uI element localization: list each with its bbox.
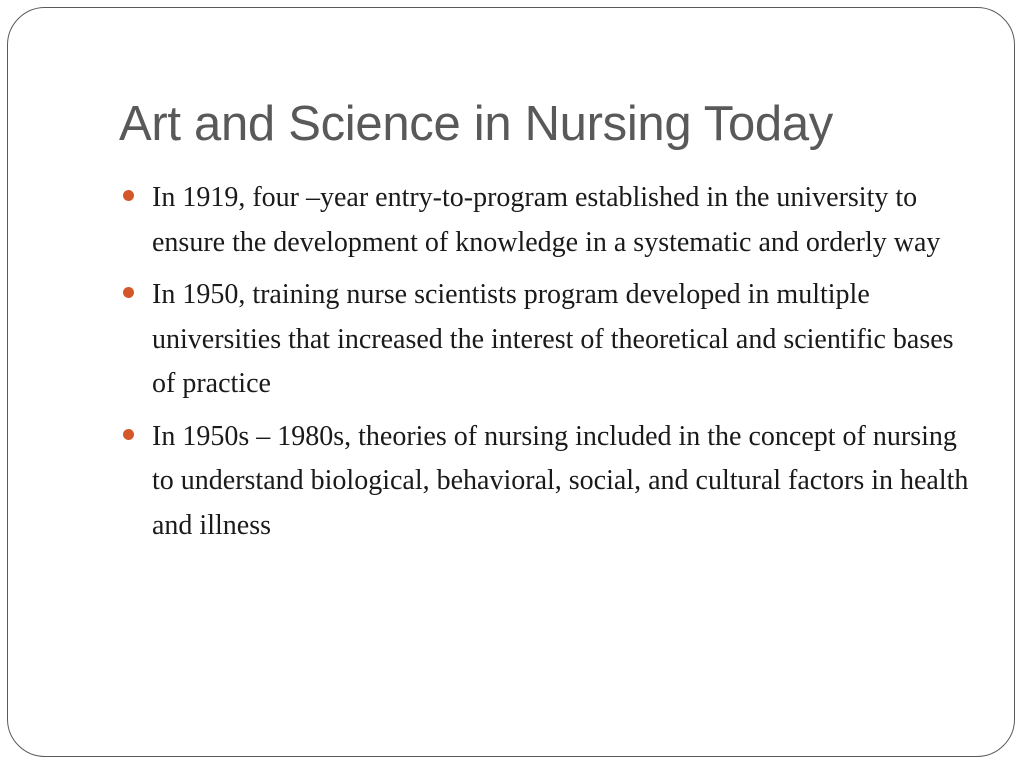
bullet-item — [121, 273, 981, 407]
slide-frame — [7, 7, 1015, 757]
bullet-list — [121, 176, 981, 556]
bullet-text: In 1919, four –year entry-to-program established in the university to ensure the development of knowledge in a systematic and orderly way — [152, 182, 941, 258]
bullet-text: In 1950, training nurse scientists program developed in multiple universities that increased the interest of theoretical and scientific bases of practice — [152, 279, 954, 399]
bullet-dot-icon — [123, 287, 134, 298]
bullet-text: In 1950s – 1980s, theories of nursing included in the concept of nursing to understand biological, behavioral, social, and cultural factors in health and illness — [152, 420, 969, 541]
bullet-dot-icon — [123, 190, 134, 201]
slide-title: Art and Science in Nursing Today — [119, 97, 834, 151]
bullet-dot-icon — [123, 429, 134, 440]
bullet-item — [121, 176, 981, 265]
bullet-item — [121, 415, 981, 549]
